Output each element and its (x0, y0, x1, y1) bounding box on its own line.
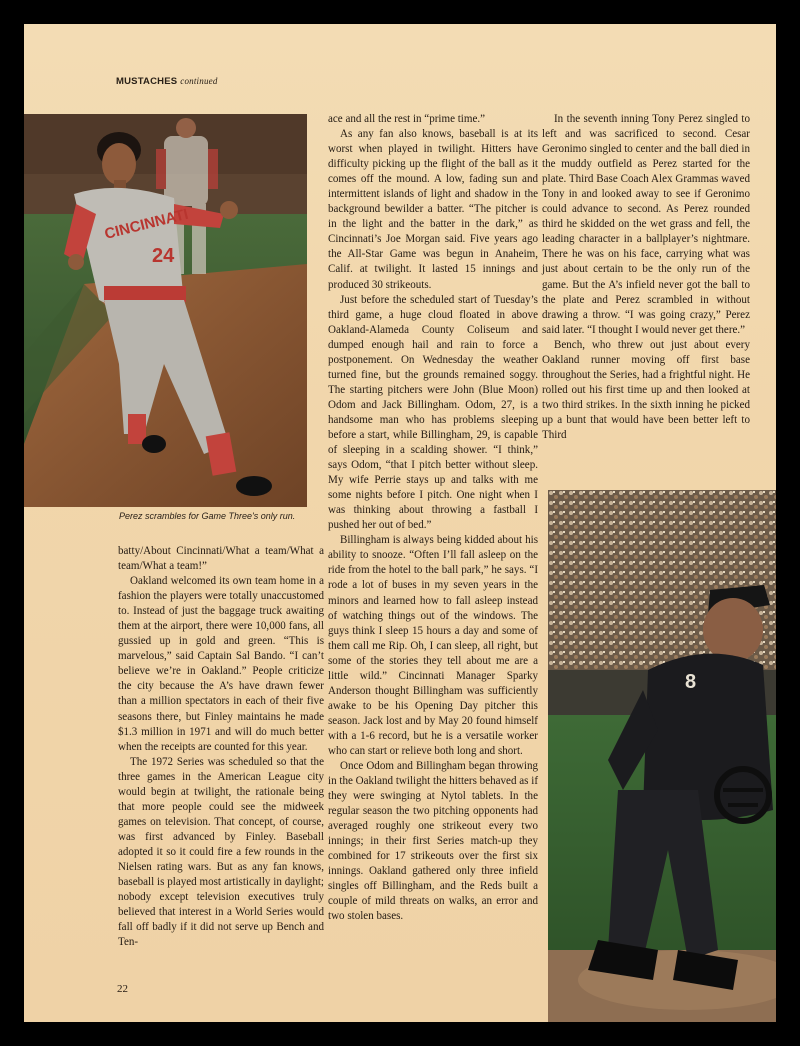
header-title: MUSTACHES (116, 76, 178, 87)
magazine-page (24, 24, 776, 1022)
photo-perez-running (24, 114, 307, 507)
page-number: 22 (117, 983, 128, 995)
col2-paragraph-2: As any fan also knows, baseball is at its worst when played in twilight. Hitters have difficulty picking up the flight of the ball as it comes off the mound. A low, fading sun and intermittent islands of light and shadow in the background bewilder a batter. “The pitcher is in the light and the batter in the dark,” as Cincinnati’s Joe Morgan said. Five years ago the All-Star Game was begun in Anaheim, Calif. at twilight. It lasted 15 innings and produced 30 strikeouts. (328, 128, 538, 291)
perez-running-image (24, 114, 307, 507)
umpire-number: 8 (685, 671, 697, 693)
col1-paragraph-1: batty/About Cincinnati/What a team/What a team/What a team!” (118, 545, 324, 573)
col1-paragraph-3: The 1972 Series was scheduled so that the three games in the American League city would begin at twilight, the rationale being that more people could see the midweek games on television. That concept, of course, was first advanced by Finley. Baseball adopted it so it could fire a few rounds in the Nielsen rating wars. But as any fan knows, baseball is played most artistically in daylight; nobody except television executives truly believed that interest in a World Series would fall off badly if it did not serve up Bench and Ten- (118, 755, 324, 949)
col1-paragraph-2: Oakland welcomed its own team home in a fashion the players were totally unaccustomed to. Instead of just the baggage truck awaiting them at the airport, there were 10,000 fans, all gussied up in gold and green. “This is marvelous,” said Captain Sal Bando. “I can’t believe we’re in Oakland.” People criticize the city because the A’s have drawn fewer than a million spectators in each of their five seasons there, but Finley maintains he made $1.3 million in 1971 and will do much better when the receipts are counted for this year. (118, 575, 324, 753)
column-2 (328, 112, 538, 925)
column-3 (542, 112, 750, 443)
column-1 (118, 544, 324, 950)
col3-paragraph-2: Bench, who threw out just about every Oakland runner moving off first base throughout the Series, had a frightful night. He rolled out his first time up and then looked at two third strikes. In the sixth inning he picked up a bunt that would have been better left to Third (542, 338, 750, 441)
photo-caption: Perez scrambles for Game Three's only run. (119, 511, 296, 521)
section-header (116, 76, 218, 87)
photo-umpire (548, 490, 776, 1022)
col2-paragraph-4: Billingham is always being kidded about his ability to snooze. “Often I’ll fall asleep on the ride from the hotel to the ball park,” he says. “I rode a lot of buses in my seven years in the minors and learned how to fall asleep instead of watching things out of the windows. The guys think I sleep 15 hours a day and some of them call me Rip. Oh, I can sleep, all right, but some of the stories they tell about me are a little wild.” Cincinnati Manager Sparky Anderson thought Billingham was sufficiently awake to be his Opening Day pitcher this season. Jack lost and by May 20 found himself with a 1-6 record, but he is a versatile worker who can start or relieve both long and short. (328, 534, 538, 757)
jersey-lettering: CINCINNATI (102, 205, 190, 243)
col2-paragraph-3: Just before the scheduled start of Tuesday’s third game, a huge cloud floated in above Oakland-Alameda County Coliseum and dumped enough hail and rain to force a postponement. On Wednesday the weather turned fine, but the grounds remained soggy. The starting pitchers were John (Blue Moon) Odom and Jack Billingham. Odom, 27, is a handsome man who has problems sleeping before a start, while Billingham, 29, is capable of sleeping in a scalding shower. “I think,” says Odom, “that I pitch better without sleep. My wife Perrie stays up and talks with me some nights before I pitch. One night when I was thinking about throwing a fastball I pushed her out of bed.” (328, 293, 538, 532)
umpire-image (548, 490, 776, 1022)
col3-paragraph-1: In the seventh inning Tony Perez singled to left and was sacrificed to second. Cesar Geronimo singled to center and the ball died in the muddy outfield as Perez started for the plate. Third Base Coach Alex Grammas waved Tony in and looked away to see if Geronimo could advance to second. As Perez rounded third he skidded on the wet grass and fell, the leading character in a ballplayer’s nightmare. There he was on his face, carrying what was just about certain to be the only run of the game. But the A’s infield never got the ball to the plate and Perez scrambled in without drawing a throw. “I was going crazy,” Perez said later. “I thought I would never get there.” (542, 113, 750, 336)
jersey-number: 24 (152, 245, 175, 267)
col2-paragraph-1: ace and all the rest in “prime time.” (328, 113, 486, 125)
col2-paragraph-5: Once Odom and Billingham began throwing in the Oakland twilight the hitters behaved as if they were swinging at Nytol tablets. In the regular season the two pitching opponents had averaged roughly one strikeout every two innings; in their first Series match-up they combined for 17 strikeouts over the first six innings. Oakland gathered only three infield singles off Billingham, and the Reds built a couple of mild threats on walks, an error and two stolen bases. (328, 760, 538, 923)
header-continued: continued (180, 76, 218, 86)
